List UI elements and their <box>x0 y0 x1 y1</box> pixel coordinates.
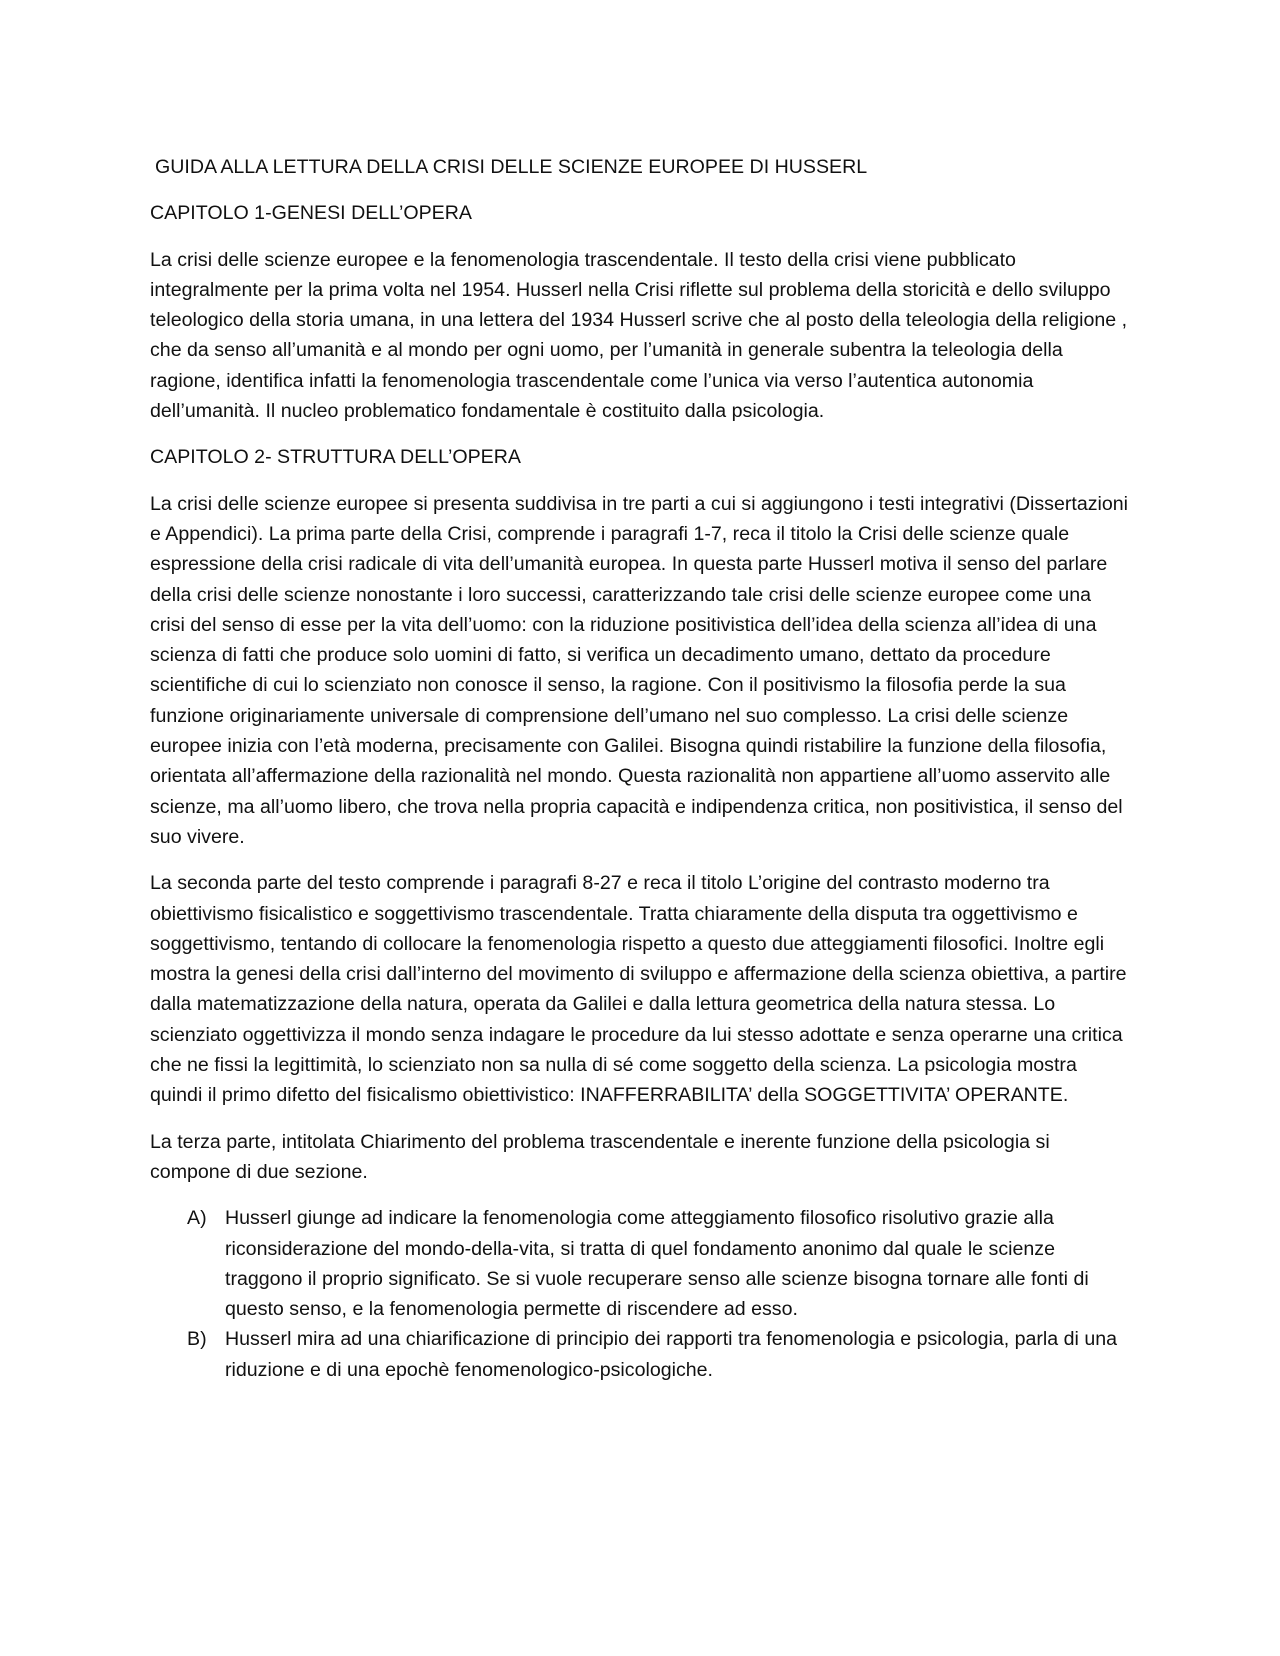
chapter-1-heading: CAPITOLO 1-GENESI DELL’OPERA <box>150 202 472 225</box>
list-marker: B) <box>187 1328 207 1351</box>
chapter-2-paragraph-2: La seconda parte del testo comprende i paragrafi 8-27 e reca il titolo L’origine del contrasto moderno tra obiettivismo fisicalistico e soggettivismo trascendentale. Tratta chiaramente della disputa tra oggettivismo e soggettivismo, tentando di collocare la fenomenologia rispetto a questo due atteggiamenti filosofici. Inoltre egli mostra la genesi della crisi dall’interno del movimento di sviluppo e affermazione della scienza obiettiva, a partire dalla matematizzazione della natura, operata da Galilei e dalla lettura geometrica della natura stessa. Lo scienziato oggettivizza il mondo senza indagare le procedure da lui stesso adottate e senza operarne una critica che ne fissi la legittimità, lo scienziato non sa nulla di sé come soggetto della scienza. La psicologia mostra quindi il primo difetto del fisicalismo obiettivistico: INAFFERRABILITA’ della SOGGETTIVITA’ OPERANTE. <box>150 872 1127 1107</box>
chapter-2-heading: CAPITOLO 2- STRUTTURA DELL’OPERA <box>150 446 521 469</box>
list-item-text: Husserl mira ad una chiarificazione di principio dei rapporti tra fenomenologia e psicologia, parla di una riduzione e di una epochè fenomenologico-psicologiche. <box>225 1328 1118 1381</box>
chapter-2-paragraph-1: La crisi delle scienze europee si presenta suddivisa in tre parti a cui si aggiungono i testi integrativi (Dissertazioni e Appendici). La prima parte della Crisi, comprende i paragrafi 1-7, reca il titolo la Crisi delle scienze quale espressione della crisi radicale di vita dell’umanità europea. In questa parte Husserl motiva il senso del parlare della crisi delle scienze nonostante i loro successi, caratterizzando tale crisi delle scienze europee come una crisi del senso di esse per la vita dell’uomo: con la riduzione positivistica dell’idea della scienza all’idea di una scienza di fatti che produce solo uomini di fatto, si verifica un decadimento umano, dettato da procedure scientifiche di cui lo scienziato non conosce il senso, la ragione. Con il positivismo la filosofia perde la sua funzione originariamente universale di comprensione dell’umano nel suo complesso. La crisi delle scienze europee inizia con l’età moderna, precisamente con Galilei. Bisogna quindi ristabilire la funzione della filosofia, orientata all’affermazione della razionalità nel mondo. Questa razionalità non appartiene all’uomo asservito alle scienze, ma all’uomo libero, che trova nella propria capacità e indipendenza critica, non positivistica, il senso del suo vivere. <box>150 492 1129 848</box>
list-marker: A) <box>187 1207 207 1230</box>
list-item-text: Husserl giunge ad indicare la fenomenologia come atteggiamento filosofico risolutivo grazie alla riconsiderazione del mondo-della-vita, si tratta di quel fondamento anonimo dal quale le scienze traggono il proprio significato. Se si vuole recuperare senso alle scienze bisogna tornare alle fonti di questo senso, e la fenomenologia permette di riscendere ad esso. <box>225 1207 1089 1321</box>
chapter-2-paragraph-3: La terza parte, intitolata Chiarimento del problema trascendentale e inerente funzione della psicologia si compone di due sezione. <box>150 1130 1050 1183</box>
chapter-1-paragraph: La crisi delle scienze europee e la fenomenologia trascendentale. Il testo della crisi viene pubblicato integralmente per la prima volta nel 1954. Husserl nella Crisi riflette sul problema della storicità e dello sviluppo teleologico della storia umana, in una lettera del 1934 Husserl scrive che al posto della teleologia della religione , che da senso all’umanità e al mondo per ogni uomo, per l’umanità in generale subentra la teleologia della ragione, identifica infatti la fenomenologia trascendentale come l’unica via verso l’autentica autonomia dell’umanità. Il nucleo problematico fondamentale è costituito dalla psicologia. <box>150 248 1128 423</box>
document-title: GUIDA ALLA LETTURA DELLA CRISI DELLE SCIENZE EUROPEE DI HUSSERL <box>155 156 868 178</box>
list-item <box>150 1203 1130 1324</box>
document-body <box>150 152 1130 1385</box>
sections-list <box>150 1203 1130 1385</box>
list-item <box>150 1324 1130 1385</box>
